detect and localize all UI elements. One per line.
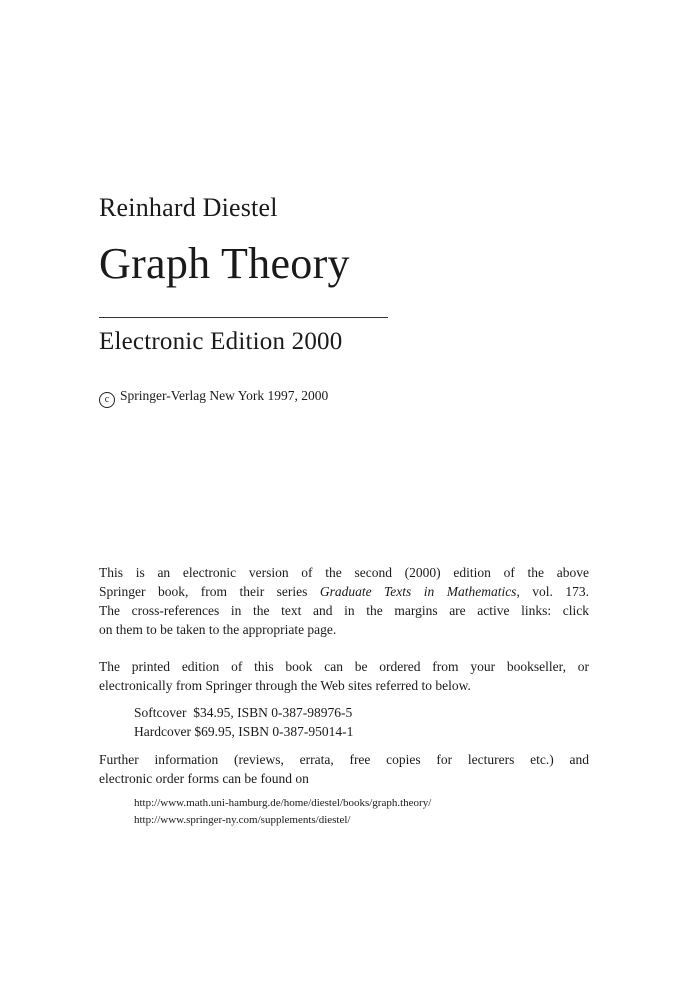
price-text: $34.95, ISBN 0-387-98976-5 [193, 705, 353, 720]
price-label: Softcover [134, 705, 187, 720]
url-link-springer[interactable]: http://www.springer-ny.com/supplements/diestel/ [134, 814, 351, 826]
title-rule [99, 317, 388, 318]
copyright-text: Springer-Verlag New York 1997, 2000 [120, 388, 329, 403]
intro-line-2-prefix: Springer book, from their series [99, 584, 320, 599]
intro-paragraph [99, 563, 589, 639]
info-line-2: electronic order forms can be found on [99, 771, 309, 786]
book-title: Graph Theory [99, 239, 350, 288]
intro-line-3: The cross-references in the text and in the margins are active links: click [99, 603, 589, 618]
intro-line-4: on them to be taken to the appropriate page. [99, 622, 337, 637]
ordering-line-1: The printed edition of this book can be ordered from your bookseller, or [99, 659, 589, 674]
price-list [134, 703, 353, 741]
intro-line-2-suffix: , vol. 173. [516, 584, 589, 599]
copyright-icon: c [99, 392, 115, 408]
url-link-hamburg[interactable]: http://www.math.uni-hamburg.de/home/diestel/books/graph.theory/ [134, 797, 432, 809]
ordering-line-2: electronically from Springer through the Web sites referred to below. [99, 678, 471, 693]
info-line-1: Further information (reviews, errata, free copies for lecturers etc.) and [99, 752, 589, 767]
series-title: Graduate Texts in Mathematics [319, 584, 517, 599]
price-label: Hardcover [134, 724, 191, 739]
price-text: $69.95, ISBN 0-387-95014-1 [194, 724, 354, 739]
intro-line-1: This is an electronic version of the second (2000) edition of the above [99, 565, 589, 580]
edition-label: Electronic Edition 2000 [99, 328, 343, 355]
ordering-paragraph [99, 657, 589, 695]
intro-line-2 [99, 582, 589, 601]
price-row-softcover [134, 703, 353, 722]
info-paragraph [99, 750, 589, 788]
url-list [134, 795, 431, 829]
copyright-line [99, 388, 328, 408]
author-name: Reinhard Diestel [99, 193, 278, 222]
price-row-hardcover [134, 722, 353, 741]
